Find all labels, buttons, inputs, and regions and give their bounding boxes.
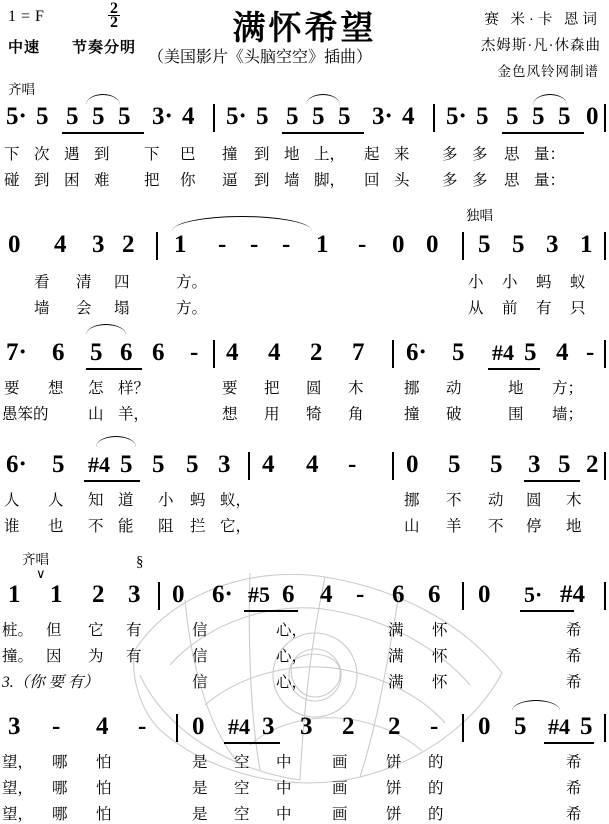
system-3: 7· 6 5 6 6 - 4 4 2 7 6· 5 #4 5 4 - 要 想 怎 样？ 要 把 圆 木 挪 动 地 方； 愚笨的 山 羊， 想 用 犄 角 撞 破 围 墙；: [0, 320, 609, 354]
system-6: 3 - 4 - 0 #4 3 3 2 2 - 0 5 #4 5 望， 哪 怕 是 空 中 画 饼 的 希 望， 哪 怕 是 空 中 画 饼 的 希 望， 哪 怕 是 空 中 画 饼 的 希: [0, 700, 609, 734]
note: 5: [448, 451, 461, 478]
note: 5·: [446, 103, 467, 130]
note: 5: [524, 339, 537, 366]
barline-end: [604, 340, 606, 368]
note: 2: [388, 713, 401, 740]
note: 5: [286, 103, 299, 130]
barline: [213, 340, 215, 368]
barline: [248, 452, 250, 480]
barline: [156, 232, 158, 260]
caret-mark: ∨: [36, 566, 46, 581]
beam: [502, 132, 584, 134]
note: 5: [580, 713, 593, 740]
note: 2: [310, 339, 323, 366]
note: 5: [52, 451, 65, 478]
solo-mark: 独唱: [466, 208, 493, 223]
note: 3: [546, 231, 559, 258]
note: #4: [228, 714, 250, 739]
note: -: [348, 451, 357, 478]
credit-lyricist: 赛 米·卡 恩词: [484, 12, 601, 28]
note: 3: [218, 451, 231, 478]
barline: [462, 232, 464, 260]
barline: [176, 714, 178, 742]
note: 2: [92, 581, 105, 608]
note: -: [138, 713, 147, 740]
note-row: [0, 338, 609, 372]
note: 0: [172, 581, 185, 608]
note: 4: [182, 103, 195, 130]
beam: [244, 610, 298, 612]
note: #4: [548, 714, 570, 739]
note-row: [0, 450, 609, 484]
note: 6: [152, 339, 165, 366]
note: 1: [8, 581, 21, 608]
rhythm-marking: 节奏分明: [72, 40, 137, 56]
beam: [86, 368, 142, 370]
note: -: [586, 339, 595, 366]
note: 5: [152, 451, 165, 478]
note: 5: [532, 103, 545, 130]
note: 5: [90, 339, 103, 366]
note: 2: [342, 713, 355, 740]
note: 5: [66, 103, 79, 130]
note: 3: [262, 713, 275, 740]
system-2: 独唱 0 4 3 2 1 - - - 1 - 0 0 5 5 3 1 看 清 四 方。 小 小 蚂 蚁 墙 会 塌 方。 从 前 有 只: [0, 202, 609, 236]
note: 0: [192, 713, 205, 740]
key-signature: 1 = F: [8, 8, 45, 25]
note: 6: [52, 339, 65, 366]
unison-mark-1: 齐唱: [8, 82, 35, 97]
system-5: 齐唱 § ∨ 1 1 2 3 0 6· #5 6 4 - 6 6 0 5· #4 桩。 但 它 有 信 心， 满 怀 希 撞。 因 为 有 信 心， 满 怀 希 3.（你 要 有） 信 心， 满 怀 希: [0, 548, 609, 582]
note: 5: [514, 713, 527, 740]
note: 5·: [226, 103, 247, 130]
note: #4: [88, 452, 110, 477]
note: 3: [528, 451, 541, 478]
note-row: [0, 712, 609, 746]
note: 0: [8, 231, 21, 258]
note: 4: [226, 339, 239, 366]
note: 5: [312, 103, 325, 130]
slur: [96, 436, 136, 447]
system-4: 6· 5 #4 5 5 5 3 4 4 - 0 5 5 3 5 2 人 人 知 道 小 蚂 蚁， 挪 不 动 圆 木 谁 也 不 能 阻 拦 它， 山 羊 不 停 地: [0, 432, 609, 466]
note: 4: [54, 231, 67, 258]
note: 1: [316, 231, 329, 258]
note: -: [282, 231, 291, 258]
note: 6·: [6, 451, 27, 478]
note: 0: [406, 451, 419, 478]
note: 0: [426, 231, 439, 258]
note: 7: [352, 339, 365, 366]
note: 0: [586, 103, 599, 130]
note: 3: [8, 713, 21, 740]
note: -: [218, 231, 227, 258]
note: 3·: [152, 103, 173, 130]
barline-end: [604, 582, 606, 610]
beam: [520, 610, 574, 612]
note: 7·: [6, 339, 27, 366]
barline: [392, 452, 394, 480]
note: 5: [512, 231, 525, 258]
credit-publisher: 金色风铃网制谱: [497, 64, 599, 79]
note: 5: [256, 103, 269, 130]
note: 3: [92, 231, 105, 258]
note: 5: [120, 451, 133, 478]
note: 0: [478, 713, 491, 740]
subtitle: （美国影片《头脑空空》插曲）: [148, 49, 373, 66]
barline-end: [604, 232, 606, 260]
note: 4: [96, 713, 109, 740]
note: 6·: [212, 581, 233, 608]
slur: [172, 216, 312, 231]
note: 5: [478, 231, 491, 258]
note: 5·: [524, 582, 543, 607]
beam: [544, 742, 594, 744]
note: 5: [36, 103, 49, 130]
note: -: [430, 713, 439, 740]
note: #4: [560, 581, 585, 608]
barline: [213, 104, 215, 132]
note: 2: [586, 451, 599, 478]
barline-end: [604, 452, 606, 480]
note: 1: [50, 581, 63, 608]
note: 6: [428, 581, 441, 608]
note: 4: [402, 103, 415, 130]
note: 5: [118, 103, 131, 130]
note: 5: [476, 103, 489, 130]
beam: [84, 480, 140, 482]
note: 3: [300, 713, 313, 740]
note: 4: [556, 339, 569, 366]
note: 4: [320, 581, 333, 608]
note: 6: [120, 339, 133, 366]
note: 5: [558, 103, 571, 130]
note: -: [356, 581, 365, 608]
note: #5: [248, 582, 270, 607]
time-signature-denominator: 2: [110, 14, 118, 31]
slur: [86, 324, 126, 335]
note: 5: [558, 451, 571, 478]
system-1: 齐唱 5· 5 5 5 5 3· 4 5· 5 5 5 5 3· 4 5· 5 5 5 5 0 下 次 遇 到 下 巴 撞 到 地 上， 起 来 多 多 思 量： 碰 到 困 难 把 你 逼 到 墙 脚， 回 头 多 多 思 量：: [0, 80, 609, 114]
note-row: [0, 102, 609, 136]
note: 2: [122, 231, 135, 258]
barline: [392, 340, 394, 368]
time-signature-numerator: 2: [110, 0, 118, 17]
barline-end: [604, 714, 606, 742]
note: 4: [306, 451, 319, 478]
note: 0: [478, 581, 491, 608]
note: 3·: [372, 103, 393, 130]
note: -: [52, 713, 61, 740]
unison-mark-2: 齐唱: [22, 552, 49, 567]
slur: [512, 700, 560, 711]
barline: [158, 582, 160, 610]
note: 4: [268, 339, 281, 366]
note: 5: [490, 451, 503, 478]
beam: [488, 368, 540, 370]
note: 6·: [406, 339, 427, 366]
note: 5: [338, 103, 351, 130]
beam: [524, 480, 580, 482]
page-title: 满怀希望: [232, 11, 377, 47]
note: 5: [92, 103, 105, 130]
barline: [433, 104, 435, 132]
barline: [462, 582, 464, 610]
note: 0: [392, 231, 405, 258]
note: 4: [262, 451, 275, 478]
note: 5: [452, 339, 465, 366]
credit-composer: 杰姆斯·凡·休森曲: [480, 38, 601, 54]
note: #4: [492, 340, 514, 365]
tempo-marking: 中速: [8, 40, 41, 56]
note: -: [250, 231, 259, 258]
beam: [62, 132, 144, 134]
note: 1: [580, 231, 593, 258]
segno-sign: §: [136, 554, 144, 570]
barline: [462, 714, 464, 742]
barline-end: [604, 104, 606, 132]
beam: [224, 742, 280, 744]
note-row: [0, 580, 609, 614]
note: 3: [128, 581, 141, 608]
note: 5·: [6, 103, 27, 130]
note: 1: [174, 231, 187, 258]
note: -: [190, 339, 199, 366]
note: 6: [392, 581, 405, 608]
note: 5: [186, 451, 199, 478]
note-row: [0, 230, 609, 264]
note: -: [358, 231, 367, 258]
beam: [282, 132, 364, 134]
note: 5: [506, 103, 519, 130]
note: 6: [282, 581, 295, 608]
